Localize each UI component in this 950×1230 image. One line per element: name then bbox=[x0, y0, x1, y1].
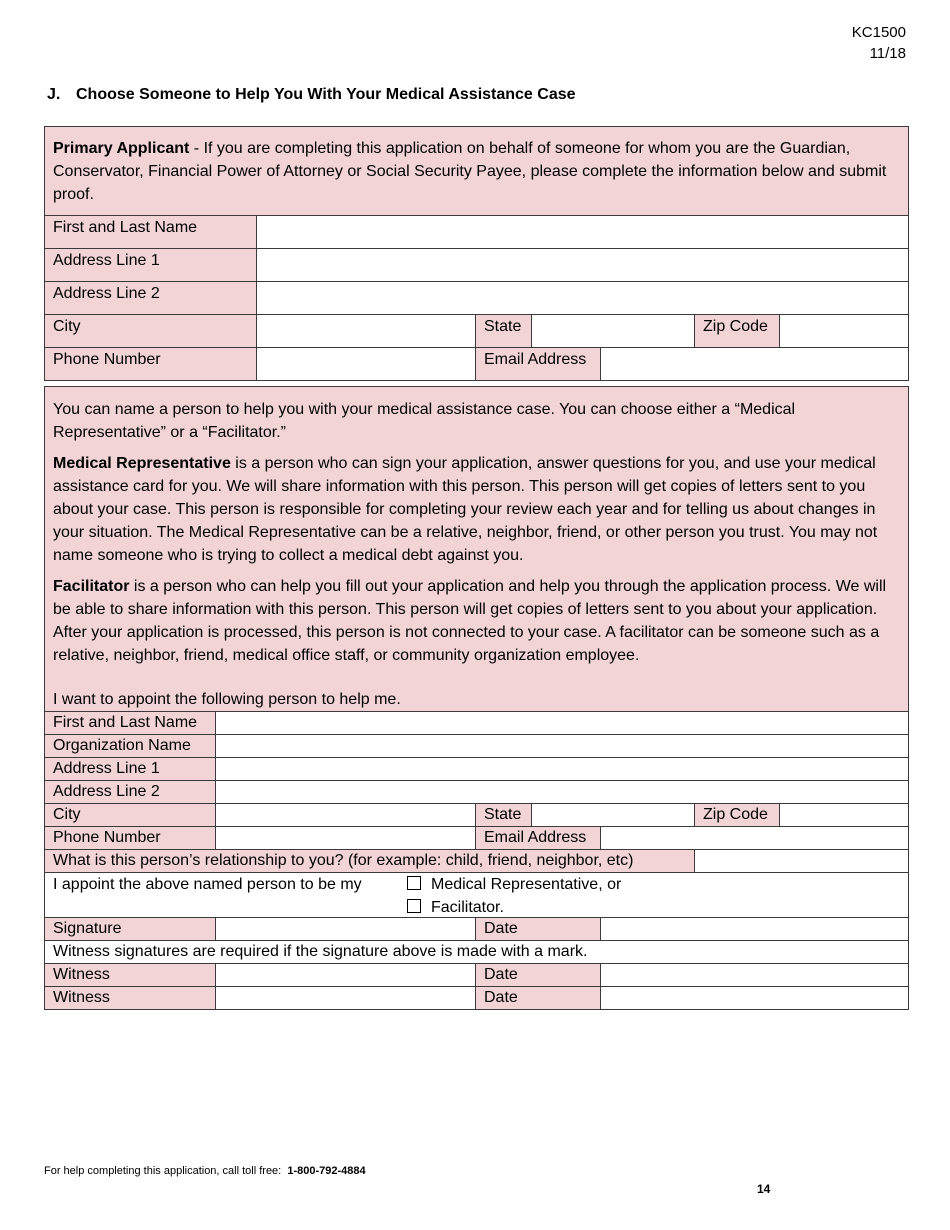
medrep-text: is a person who can sign your application, answer questions for you, and use your medical assistance card for you. We will share information with this person. This person will get copies of letters sent to you about your case. This person is responsible for completing your review each year and for telling us about changes in your situation. The Medical Representative can be a relative, neighbor, friend, or other person you trust. You may not name someone who is trying to collect a medical debt against you. bbox=[53, 455, 878, 564]
primary-city-field[interactable] bbox=[257, 315, 476, 348]
appoint-line: I want to appoint the following person to help me. bbox=[53, 691, 401, 708]
primary-address1-field[interactable] bbox=[257, 249, 909, 282]
helper-city-label: City bbox=[45, 804, 216, 827]
signature-date-field[interactable] bbox=[601, 918, 909, 941]
helper-address2-label: Address Line 2 bbox=[45, 781, 216, 804]
primary-applicant-intro bbox=[45, 127, 909, 216]
footer-phone: 1-800-792-4884 bbox=[287, 1165, 366, 1177]
witness2-field[interactable] bbox=[216, 987, 476, 1010]
form-date: 11/18 bbox=[869, 45, 906, 62]
helper-info-intro: You can name a person to help you with your medical assistance case. You can choose either a “Medical Representative” or a “Facilitator.” bbox=[53, 401, 796, 441]
helper-city-field[interactable] bbox=[216, 804, 476, 827]
primary-phone-label: Phone Number bbox=[45, 348, 257, 381]
witness-note: Witness signatures are required if the signature above is made with a mark. bbox=[45, 941, 909, 964]
witness2-date-label: Date bbox=[476, 987, 601, 1010]
relationship-label: What is this person’s relationship to you? (for example: child, friend, neighbor, etc) bbox=[45, 850, 695, 873]
witness1-label: Witness bbox=[45, 964, 216, 987]
footer-help bbox=[44, 1165, 366, 1177]
appoint-options-row bbox=[45, 873, 909, 918]
witness1-field[interactable] bbox=[216, 964, 476, 987]
primary-address2-field[interactable] bbox=[257, 282, 909, 315]
footer-help-text: For help completing this application, call toll free: bbox=[44, 1165, 282, 1177]
relationship-field[interactable] bbox=[695, 850, 909, 873]
section-title bbox=[47, 86, 576, 104]
facilitator-paragraph bbox=[53, 575, 900, 667]
facilitator-option[interactable] bbox=[407, 896, 504, 919]
helper-phone-label: Phone Number bbox=[45, 827, 216, 850]
primary-applicant-table bbox=[44, 126, 909, 381]
appoint-label: I appoint the above named person to be my bbox=[53, 876, 362, 893]
primary-address2-label: Address Line 2 bbox=[45, 282, 257, 315]
helper-org-label: Organization Name bbox=[45, 735, 216, 758]
primary-address1-label: Address Line 1 bbox=[45, 249, 257, 282]
witness1-date-field[interactable] bbox=[601, 964, 909, 987]
helper-address1-field[interactable] bbox=[216, 758, 909, 781]
primary-name-field[interactable] bbox=[257, 216, 909, 249]
medrep-option[interactable] bbox=[407, 873, 621, 896]
primary-name-label: First and Last Name bbox=[45, 216, 257, 249]
helper-zip-label: Zip Code bbox=[695, 804, 780, 827]
primary-phone-field[interactable] bbox=[257, 348, 476, 381]
primary-applicant-text: - If you are completing this application on behalf of someone for whom you are the Guardian, Conservator, Financial Power of Attorney or Social Security Payee, please complete the information below and submit proof. bbox=[53, 140, 887, 203]
helper-name-label: First and Last Name bbox=[45, 712, 216, 735]
helper-name-field[interactable] bbox=[216, 712, 909, 735]
primary-state-label: State bbox=[476, 315, 532, 348]
section-letter: J. bbox=[47, 86, 61, 103]
witness1-date-label: Date bbox=[476, 964, 601, 987]
helper-email-field[interactable] bbox=[601, 827, 909, 850]
medrep-checkbox[interactable] bbox=[407, 876, 421, 890]
signature-date-label: Date bbox=[476, 918, 601, 941]
medrep-option-label: Medical Representative, or bbox=[431, 876, 622, 893]
facilitator-option-label: Facilitator. bbox=[431, 899, 504, 916]
primary-email-label: Email Address bbox=[476, 348, 601, 381]
form-code-block bbox=[852, 22, 906, 64]
helper-state-label: State bbox=[476, 804, 532, 827]
witness2-date-field[interactable] bbox=[601, 987, 909, 1010]
helper-info-block bbox=[45, 387, 909, 712]
primary-email-field[interactable] bbox=[601, 348, 909, 381]
form-code: KC1500 bbox=[851, 24, 906, 41]
facilitator-text: is a person who can help you fill out your application and help you through the application process. We will be able to share information with this person. This person will get copies of letters sent to you about your application. After your application is processed, this person is not connected to your case. A facilitator can be someone such as a relative, neighbor, friend, medical office staff, or community organization employee. bbox=[53, 578, 887, 664]
primary-zip-label: Zip Code bbox=[695, 315, 780, 348]
helper-address2-field[interactable] bbox=[216, 781, 909, 804]
primary-zip-field[interactable] bbox=[780, 315, 909, 348]
facilitator-checkbox[interactable] bbox=[407, 899, 421, 913]
primary-city-label: City bbox=[45, 315, 257, 348]
signature-label: Signature bbox=[45, 918, 216, 941]
helper-address1-label: Address Line 1 bbox=[45, 758, 216, 781]
primary-state-field[interactable] bbox=[532, 315, 695, 348]
page-number: 14 bbox=[757, 1182, 771, 1196]
helper-zip-field[interactable] bbox=[780, 804, 909, 827]
helper-phone-field[interactable] bbox=[216, 827, 476, 850]
helper-table bbox=[44, 386, 909, 1010]
medrep-paragraph bbox=[53, 452, 900, 567]
signature-field[interactable] bbox=[216, 918, 476, 941]
medrep-heading: Medical Representative bbox=[53, 455, 231, 472]
helper-state-field[interactable] bbox=[532, 804, 695, 827]
witness2-label: Witness bbox=[45, 987, 216, 1010]
helper-email-label: Email Address bbox=[476, 827, 601, 850]
primary-applicant-heading: Primary Applicant bbox=[53, 140, 190, 157]
facilitator-heading: Facilitator bbox=[53, 578, 130, 595]
helper-org-field[interactable] bbox=[216, 735, 909, 758]
section-title-text: Choose Someone to Help You With Your Medical Assistance Case bbox=[76, 86, 576, 103]
